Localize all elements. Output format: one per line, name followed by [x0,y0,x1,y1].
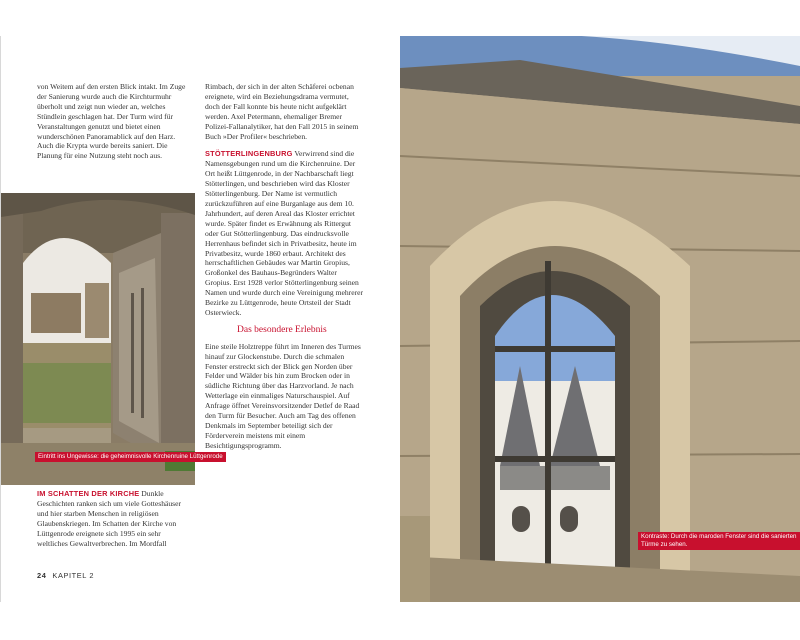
section-heading: STÖTTERLINGENBURG [205,149,293,159]
right-page [400,36,800,602]
section-text: Dunkle Geschichten ranken sich um viele Gotteshäuser und hier starben Menschen in religiösen Glaubenskriegen. Im Schatten der Kirche von Lüttgenrode ereignete sich 1995 ein sehr weltliches Gewaltverbrechen. Im Mordfall [37,489,182,548]
body-paragraph: von Weitem auf den ersten Blick intakt. Im Zuge der Sanierung wurde auch die Kirchturmuhr überholt und zeigt nun wieder an, welches Stündlein geschlagen hat. Der Turm wird für Veranstaltungen genutzt und bietet einen wunderschönen Panoramablick auf den Harz. Auch die Krypta wurde bereits saniert. Die Planung für eine Nutzung steht noch aus. [37,82,186,161]
right-photo-caption: Kontraste: Durch die maroden Fenster sind die sanierten Türme zu sehen. [638,532,800,550]
ruin-doorway-photo [1,193,195,485]
page-number: 24 [37,571,47,580]
page-folio [37,571,94,580]
section-heading: IM SCHATTEN DER KIRCHE [37,489,140,498]
ruin-doorway-image [1,193,195,485]
book-spread [0,36,800,602]
left-photo-caption: Eintritt ins Ungewisse: die geheimnisvolle Kirchenruine Lüttgenrode [35,452,226,462]
left-page [0,36,400,602]
section-text: Verwirrend sind die Namensgebungen rund um die Kirchenruine. Der Ort heißt Lüttgenrode, in der Nachbarschaft liegt Stötterlingen, und beschrieben wird das Kloster Stötterlingenburg. Der Name ist vermutlich zurückzuführen auf eine Burganlage aus dem 10. Jahrhundert, auf deren Areal das Kloster errichtet wurde. Später findet es Erwähnung als Rittergut oder Gut Stötterlingenburg. Das eindrucksvolle Herrenhaus befindet sich in Privatbesitz, heute im Privatbesitz, wurde 1860 erbaut. Architekt des herrschaftlichen Gebäudes war Martin Gropius, Großonkel des Bauhaus-Begründers Walter Gropius. Erst 1928 verlor Stötterlingenburg seinen Namen und wurde durch eine Vereinigung mehrerer Bezirke zu Lüttgenrode, heute Ortsteil der Stadt Osterwieck. [205,149,364,317]
church-window-image [400,36,800,602]
left-column-bottom [37,489,193,548]
left-column-top [37,82,193,161]
chapter-label: KAPITEL 2 [52,571,95,580]
subheading: Das besondere Erlebnis [237,324,327,335]
body-paragraph: Eine steile Holztreppe führt im Inneren des Turmes hinauf zur Glockenstube. Durch die schmalen Fenster erstreckt sich der Blick gen Norden über Felder und Wälder bis hin zum Brocken oder in südliche Richtung über das Harzvorland. Je nach Wetterlage ein einmaliges Naturschauspiel. Auf Anfrage öffnet Vereinsvorsitzender Detlef de Raad den Turm für Besucher. Auch am Tag des offenen Denkmals im September beteiligt sich der Förderverein meistens mit einem Besichtigungsprogramm. [205,341,361,450]
body-paragraph: Rimbach, der sich in der alten Schäferei ocbenan ereignete, wird ein Beziehungsdrama vermutet, doch der Fall konnte bis heute nicht aufgeklärt werden. Axel Petermann, ehemaliger Bremer Polizei-Fallanalytiker, hat den Fall 2015 in seinem Buch »Der Profiler« beschrieben. [205,82,359,141]
right-text-column [205,82,365,451]
